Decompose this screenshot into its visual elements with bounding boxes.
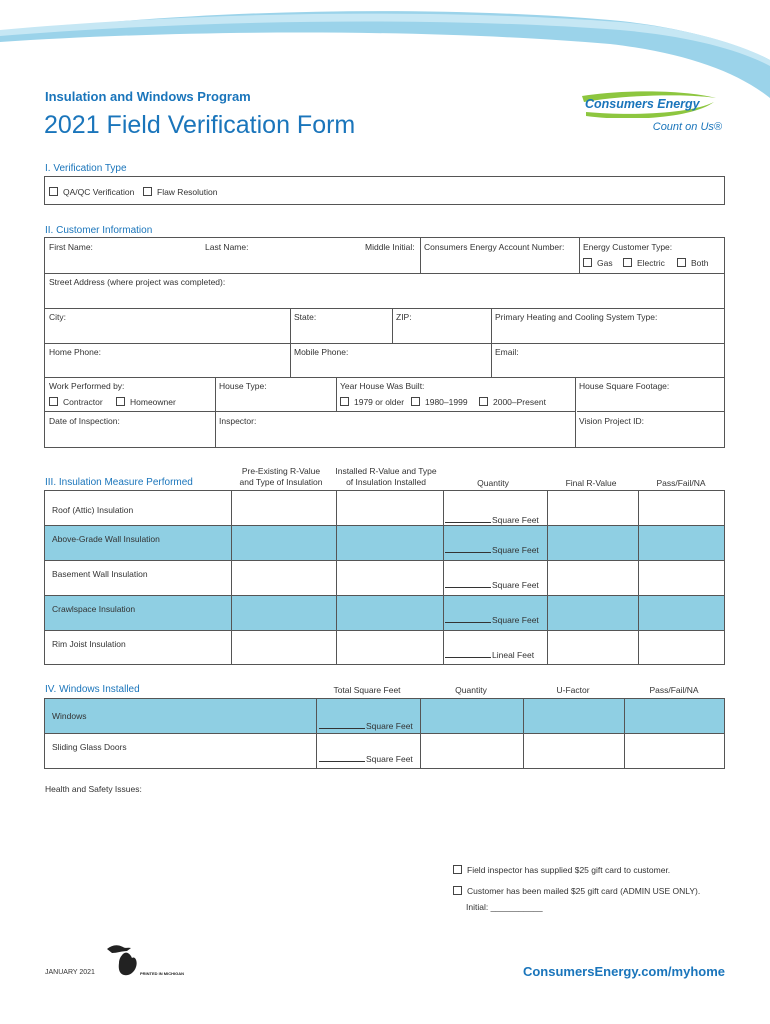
checkbox-icon[interactable] — [116, 397, 125, 406]
option-contractor[interactable]: Contractor — [49, 397, 103, 407]
customer-type-label: Energy Customer Type: — [583, 242, 673, 252]
email-label: Email: — [495, 347, 519, 357]
table-row — [45, 698, 724, 733]
col-quantity: Quantity — [477, 478, 509, 488]
row-label: Rim Joist Insulation — [52, 639, 126, 649]
divider — [577, 411, 724, 412]
checkbox-icon[interactable] — [340, 397, 349, 406]
verification-type-box — [44, 176, 725, 205]
option-homeowner[interactable]: Homeowner — [116, 397, 176, 407]
col-total-sqft: Total Square Feet — [333, 685, 401, 695]
initial-label: Initial: ___________ — [466, 902, 543, 912]
first-name-label: First Name: — [49, 242, 93, 252]
section-verification-type-heading: I. Verification Type — [45, 163, 127, 174]
option-flaw-resolution[interactable]: Flaw Resolution — [143, 187, 217, 197]
divider — [638, 490, 639, 664]
checkbox-icon[interactable] — [411, 397, 420, 406]
house-type-label: House Type: — [219, 381, 267, 391]
divider — [336, 490, 337, 664]
program-name: Insulation and Windows Program — [45, 89, 251, 104]
divider — [624, 698, 625, 768]
quantity-unit: Square Feet — [445, 580, 539, 590]
quantity-unit: Square Feet — [445, 515, 539, 525]
divider — [45, 377, 724, 378]
mobile-phone-label: Mobile Phone: — [294, 347, 349, 357]
street-address-label: Street Address (where project was completed): — [49, 277, 226, 287]
divider — [45, 308, 724, 309]
option-both[interactable]: Both — [677, 258, 709, 268]
divider — [45, 343, 724, 344]
divider — [316, 698, 317, 768]
option-electric[interactable]: Electric — [623, 258, 665, 268]
divider — [45, 273, 724, 274]
divider — [336, 377, 337, 411]
last-name-label: Last Name: — [205, 242, 249, 252]
state-logo-text: PRINTED IN MICHIGAN — [140, 971, 184, 976]
col-installed: Installed R-Value and Type of Insulation Installed — [335, 466, 437, 487]
row-label: Above-Grade Wall Insulation — [52, 534, 160, 544]
checkbox-icon[interactable] — [49, 397, 58, 406]
option-qaqc[interactable]: QA/QC Verification — [49, 187, 134, 197]
quantity-unit: Square Feet — [319, 721, 413, 731]
brand-tagline: Count on Us® — [652, 121, 722, 133]
check-gift-card-supplied[interactable]: Field inspector has supplied $25 gift card to customer. — [453, 865, 670, 875]
quantity-unit: Square Feet — [445, 545, 539, 555]
account-number-label: Consumers Energy Account Number: — [424, 242, 565, 252]
customer-info-box — [44, 237, 725, 448]
checkbox-icon[interactable] — [479, 397, 488, 406]
divider — [215, 377, 216, 448]
table-row — [45, 595, 724, 630]
table-row — [45, 490, 724, 525]
divider — [523, 698, 524, 768]
inspector-label: Inspector: — [219, 416, 257, 426]
divider — [443, 490, 444, 664]
section-customer-info-heading: II. Customer Information — [45, 225, 153, 236]
heating-type-label: Primary Heating and Cooling System Type: — [495, 312, 658, 322]
checkbox-icon[interactable] — [583, 258, 592, 267]
zip-label: ZIP: — [396, 312, 412, 322]
divider — [45, 411, 576, 412]
quantity-unit: Square Feet — [445, 615, 539, 625]
printed-in-michigan-logo — [106, 942, 182, 978]
page-title: 2021 Field Verification Form — [44, 111, 356, 139]
square-footage-label: House Square Footage: — [579, 381, 670, 391]
checkbox-icon[interactable] — [453, 886, 462, 895]
quantity-unit: Lineal Feet — [445, 650, 534, 660]
row-label: Roof (Attic) Insulation — [52, 505, 134, 515]
divider — [575, 377, 576, 448]
option-1979-or-older[interactable]: 1979 or older — [340, 397, 404, 407]
check-gift-card-mailed[interactable]: Customer has been mailed $25 gift card (ADMIN USE ONLY). — [453, 886, 700, 896]
checkbox-icon[interactable] — [453, 865, 462, 874]
divider — [290, 308, 291, 377]
row-label: Windows — [52, 711, 87, 721]
vision-id-label: Vision Project ID: — [579, 416, 645, 426]
brand-name: Consumers Energy — [585, 97, 700, 111]
year-built-label: Year House Was Built: — [340, 381, 425, 391]
divider — [547, 490, 548, 664]
col-pass-fail: Pass/Fail/NA — [656, 478, 706, 488]
table-row — [45, 630, 724, 665]
checkbox-icon[interactable] — [623, 258, 632, 267]
checkbox-icon[interactable] — [143, 187, 152, 196]
state-label: State: — [294, 312, 317, 322]
table-row — [45, 733, 724, 768]
divider — [231, 490, 232, 664]
home-phone-label: Home Phone: — [49, 347, 101, 357]
brand-logo — [580, 88, 722, 138]
insulation-table — [44, 490, 725, 665]
table-row — [45, 560, 724, 595]
section-insulation-heading: III. Insulation Measure Performed — [45, 477, 193, 488]
work-performed-label: Work Performed by: — [49, 381, 125, 391]
footer-url[interactable]: ConsumersEnergy.com/myhome — [522, 964, 725, 979]
health-safety-label: Health and Safety Issues: — [45, 784, 142, 794]
row-label: Sliding Glass Doors — [52, 742, 127, 752]
option-2000-present[interactable]: 2000–Present — [479, 397, 546, 407]
city-label: City: — [49, 312, 66, 322]
col-quantity: Quantity — [455, 685, 487, 695]
divider — [392, 308, 393, 343]
windows-table — [44, 698, 725, 769]
col-u-factor: U-Factor — [556, 685, 590, 695]
divider — [420, 238, 421, 273]
footer-date: JANUARY 2021 — [45, 969, 95, 976]
middle-initial-label: Middle Initial: — [365, 242, 415, 252]
row-label: Basement Wall Insulation — [52, 569, 148, 579]
date-inspection-label: Date of Inspection: — [49, 416, 120, 426]
table-row — [45, 525, 724, 560]
option-gas[interactable]: Gas — [583, 258, 613, 268]
col-pre-existing: Pre-Existing R-Value and Type of Insulation — [239, 466, 323, 487]
checkbox-icon[interactable] — [677, 258, 686, 267]
divider — [420, 698, 421, 768]
section-windows-heading: IV. Windows Installed — [45, 684, 140, 695]
divider — [491, 308, 492, 377]
divider — [579, 238, 580, 273]
row-label: Crawlspace Insulation — [52, 604, 136, 614]
quantity-unit: Square Feet — [319, 754, 413, 764]
checkbox-icon[interactable] — [49, 187, 58, 196]
col-final-r-value: Final R-Value — [565, 478, 617, 488]
option-1980-1999[interactable]: 1980–1999 — [411, 397, 468, 407]
col-pass-fail: Pass/Fail/NA — [649, 685, 699, 695]
